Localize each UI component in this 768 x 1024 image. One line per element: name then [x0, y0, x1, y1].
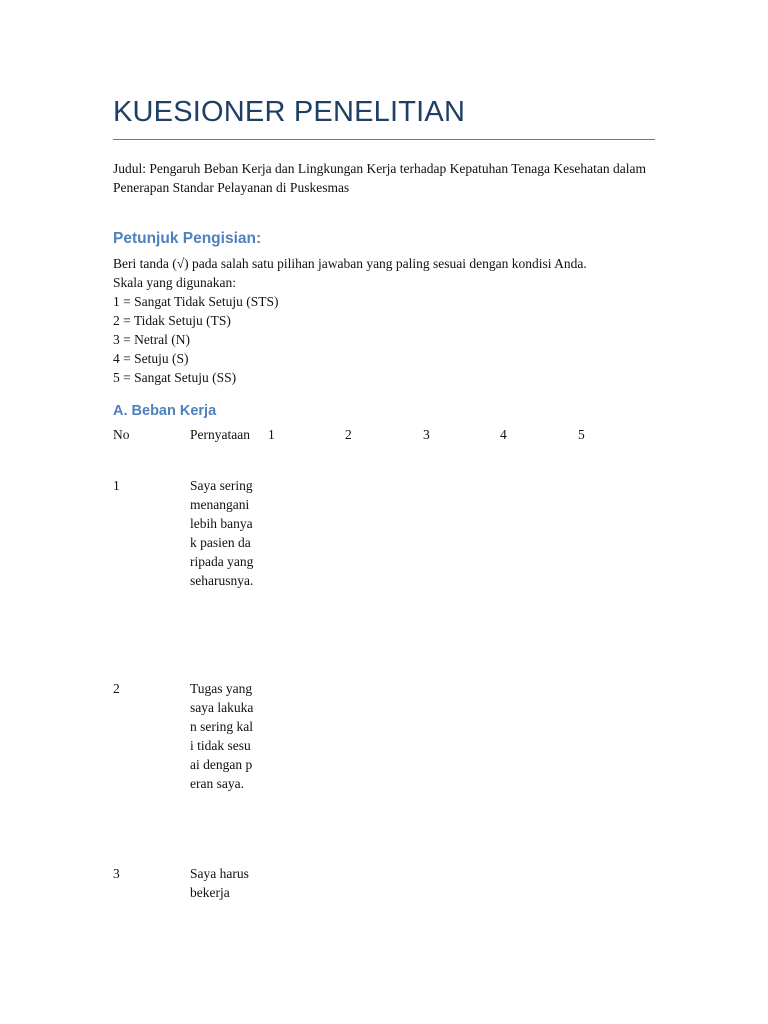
row-statement: Saya sering menangani lebih banyak pasien daripada yang seharusnya. [190, 478, 254, 588]
header-statement: Pernyataan [190, 427, 250, 442]
header-scale-2: 2 [345, 427, 352, 442]
instructions-heading: Petunjuk Pengisian: [113, 230, 262, 247]
row-statement: Saya harus bekerja [190, 866, 249, 900]
header-no: No [113, 427, 130, 442]
row-statement: Tugas yang saya lakukan sering kali tidak sesuai dengan peran saya. [190, 681, 254, 791]
scale-item-5: 5 = Sangat Setuju (SS) [113, 370, 237, 385]
scale-item-1: 1 = Sangat Tidak Setuju (STS) [113, 294, 279, 309]
research-title: Judul: Pengaruh Beban Kerja dan Lingkungan Kerja terhadap Kepatuhan Tenaga Kesehatan dalam Penerapan Standar Pelayanan di Puskesmas [113, 161, 646, 195]
row-number: 3 [113, 866, 120, 881]
document-title: KUESIONER PENELITIAN [113, 96, 466, 128]
header-scale-4: 4 [500, 427, 507, 442]
instruction-text: Beri tanda (√) pada salah satu pilihan jawaban yang paling sesuai dengan kondisi Anda. [113, 256, 587, 271]
title-underline [113, 139, 655, 140]
section-a-heading: A. Beban Kerja [113, 403, 217, 419]
scale-item-4: 4 = Setuju (S) [113, 351, 189, 366]
instructions-block [113, 254, 673, 387]
row-number: 2 [113, 681, 120, 696]
scale-item-3: 3 = Netral (N) [113, 332, 190, 347]
scale-intro: Skala yang digunakan: [113, 275, 236, 290]
header-scale-1: 1 [268, 427, 275, 442]
header-scale-5: 5 [578, 427, 585, 442]
row-number: 1 [113, 478, 120, 493]
scale-item-2: 2 = Tidak Setuju (TS) [113, 313, 231, 328]
header-scale-3: 3 [423, 427, 430, 442]
